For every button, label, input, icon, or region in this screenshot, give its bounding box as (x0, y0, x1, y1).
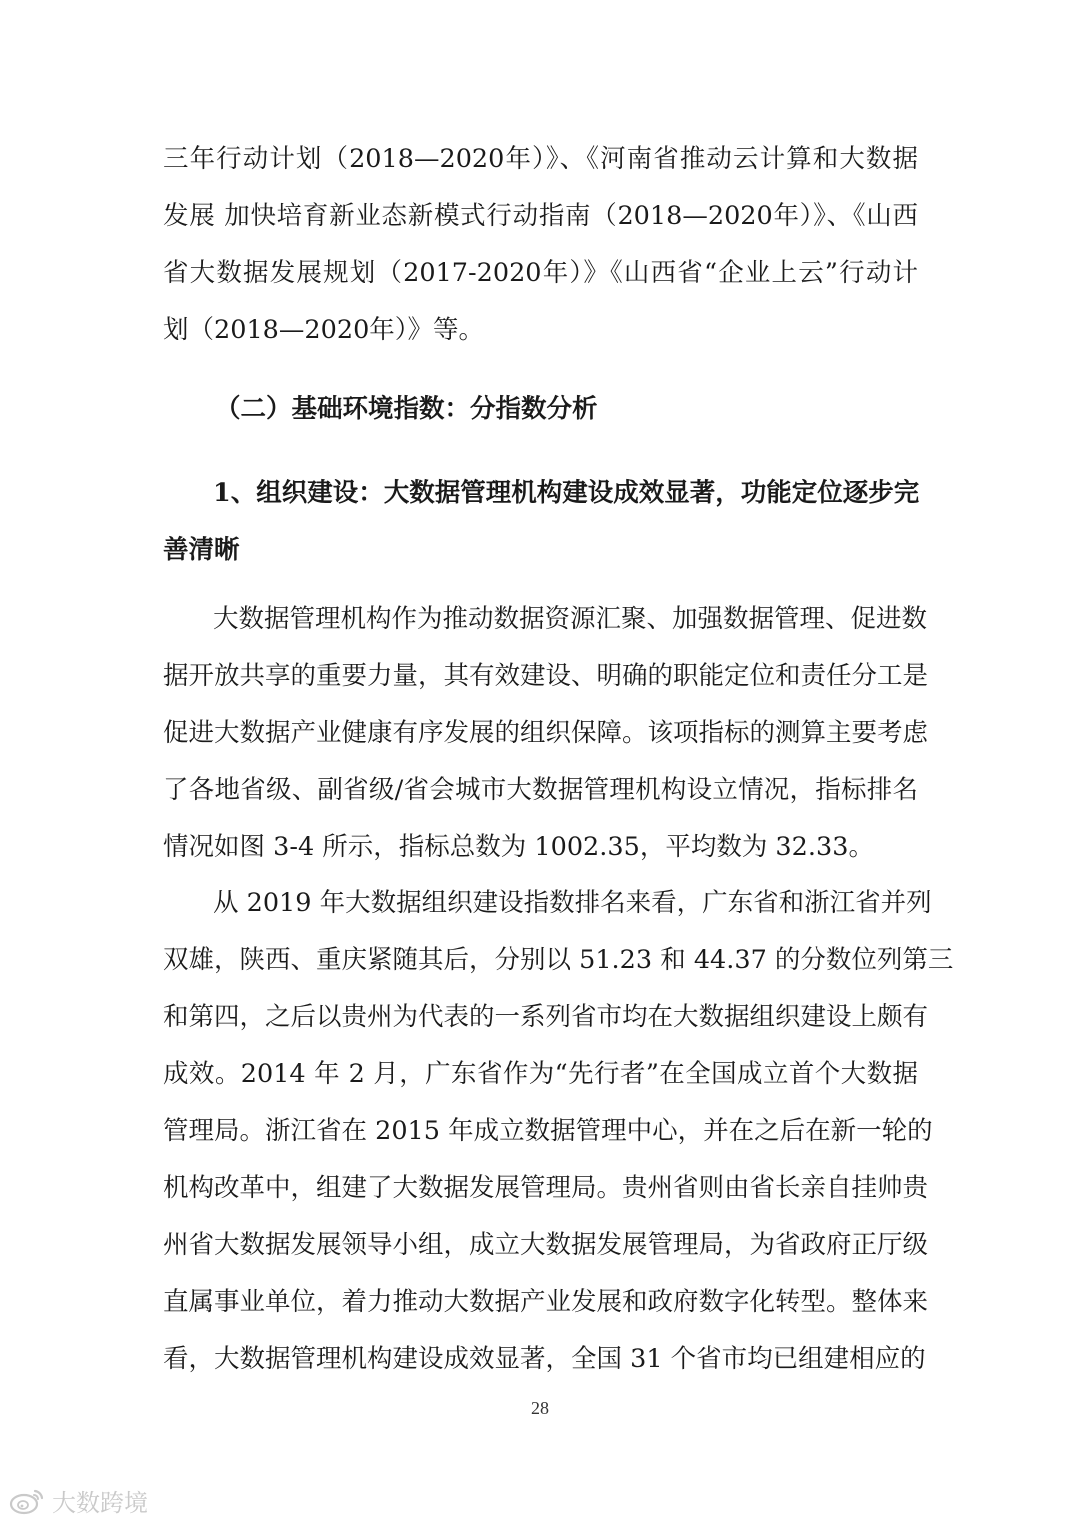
paragraph-2-line-2: 双雄，陕西、重庆紧随其后，分别以 51.23 和 44.37 的分数位列第三 (163, 945, 954, 975)
paragraph-2-line-5: 管理局。浙江省在 2015 年成立数据管理中心，并在之后在新一轮的 (163, 1116, 933, 1146)
weibo-logo-icon (8, 1485, 46, 1515)
paragraph-2-line-7: 州省大数据发展领导小组，成立大数据发展管理局，为省政府正厅级 (163, 1230, 929, 1260)
paragraph-1-line-4: 了各地省级、副省级/省会城市大数据管理机构设立情况，指标排名 (163, 775, 918, 805)
subsection-heading-line-1: 1、组织建设：大数据管理机构建设成效显著，功能定位逐步完 (213, 478, 920, 508)
paragraph-2-line-8: 直属事业单位，着力推动大数据产业发展和政府数字化转型。整体来 (163, 1287, 929, 1317)
section-heading: （二）基础环境指数：分指数分析 (215, 394, 598, 424)
paragraph-2-line-6: 机构改革中，组建了大数据发展管理局。贵州省则由省长亲自挂帅贵 (163, 1173, 929, 1203)
paragraph-2-line-1: 从 2019 年大数据组织建设指数排名来看，广东省和浙江省并列 (213, 888, 932, 918)
intro-line-3: 省大数据发展规划（2017-2020年）》《山西省“企业上云”行动计 (163, 258, 918, 288)
intro-line-2: 发展 加快培育新业态新模式行动指南（2018—2020年）》、《山西 (163, 201, 918, 231)
watermark-text: 大数跨境 (52, 1488, 148, 1517)
paragraph-2-line-3: 和第四，之后以贵州为代表的一系列省市均在大数据组织建设上颇有 (163, 1002, 929, 1032)
paragraph-1-line-5: 情况如图 3-4 所示，指标总数为 1002.35，平均数为 32.33。 (163, 832, 874, 862)
intro-line-1: 三年行动计划（2018—2020年）》、《河南省推动云计算和大数据 (163, 144, 918, 174)
paragraph-2-line-4: 成效。2014 年 2 月，广东省作为“先行者”在全国成立首个大数据 (163, 1059, 918, 1089)
paragraph-1-line-1: 大数据管理机构作为推动数据资源汇聚、加强数据管理、促进数 (213, 604, 928, 634)
paragraph-1-line-2: 据开放共享的重要力量，其有效建设、明确的职能定位和责任分工是 (163, 661, 929, 691)
paragraph-2-line-9: 看，大数据管理机构建设成效显著，全国 31 个省市均已组建相应的 (163, 1344, 926, 1374)
page-number: 28 (531, 1398, 549, 1418)
intro-line-4: 划（2018—2020年）》等。 (163, 315, 485, 345)
subsection-heading-line-2: 善清晰 (163, 535, 240, 565)
paragraph-1-line-3: 促进大数据产业健康有序发展的组织保障。该项指标的测算主要考虑 (163, 718, 929, 748)
watermark (8, 1480, 148, 1520)
